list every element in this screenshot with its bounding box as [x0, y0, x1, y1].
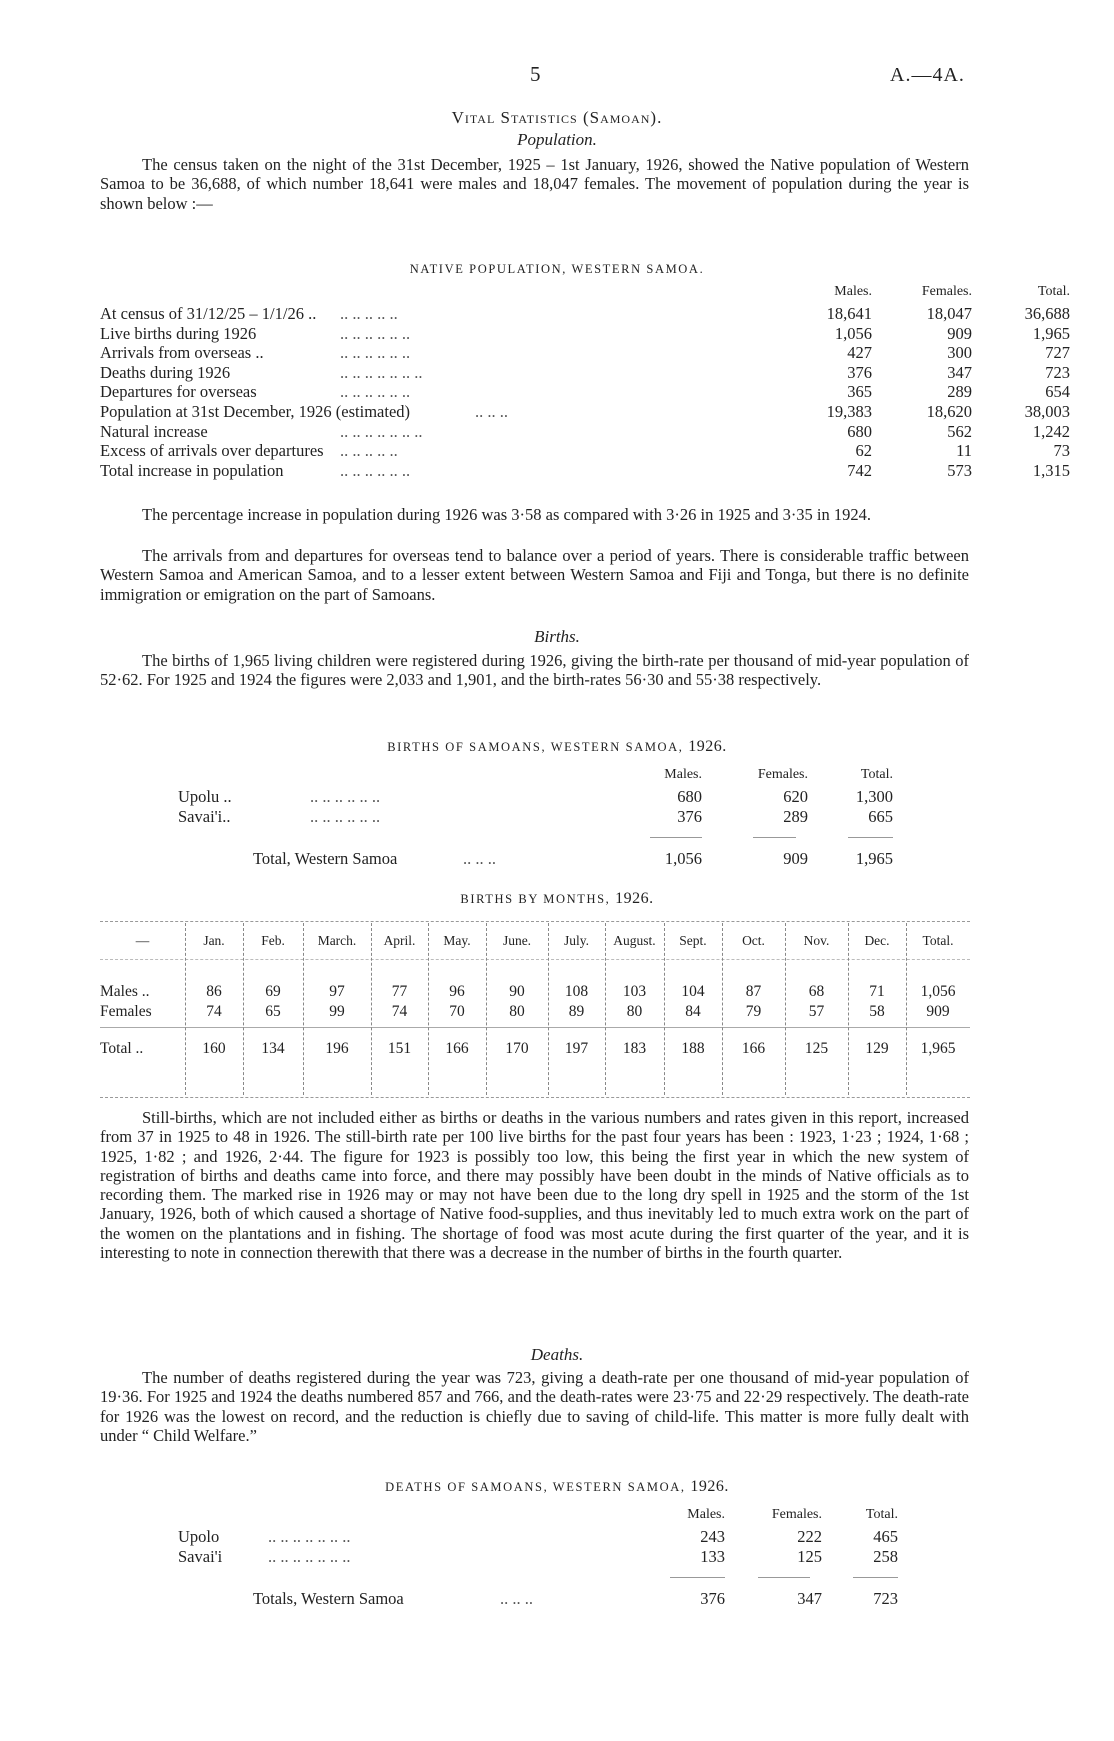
month-cell: 68	[808, 983, 825, 1000]
table-row	[0, 807, 1114, 828]
month-header: April.	[383, 933, 416, 948]
cell-total: 465	[873, 1527, 898, 1546]
cell-females: 125	[797, 1547, 822, 1566]
total-total: 723	[873, 1589, 898, 1608]
native-population-title: NATIVE POPULATION, WESTERN SAMOA.	[409, 262, 705, 276]
row-label: Upolu ..	[178, 787, 232, 806]
births-by-months-title	[0, 890, 1114, 908]
births-table-title	[0, 738, 1114, 756]
row-label: Total increase in population	[100, 460, 284, 480]
total-females: 347	[797, 1589, 822, 1608]
cell-females: 909	[947, 323, 972, 343]
cell-males: 680	[847, 421, 872, 441]
month-cell: 80	[626, 1003, 643, 1020]
total-rule	[100, 1027, 970, 1028]
total-row	[0, 849, 1114, 870]
leader-dots: .. .. .. .. .. .. ..	[340, 421, 423, 441]
cell-males: 1,056	[834, 323, 872, 343]
cell-males: 243	[700, 1527, 725, 1546]
table-row	[100, 323, 1070, 345]
births-table-title-year: 1926.	[688, 738, 727, 755]
cell-females: 300	[947, 343, 972, 363]
leader-dots: .. .. .. .. .. ..	[310, 787, 381, 806]
leader-dots: .. .. .. .. .. .. ..	[340, 362, 423, 382]
month-cell: 69	[265, 983, 281, 1000]
month-cell: 188	[681, 1040, 705, 1057]
month-cell: 57	[808, 1003, 825, 1020]
sum-rule	[670, 1577, 725, 1578]
cell-total: 36,688	[1024, 304, 1070, 323]
cell-females: 11	[956, 441, 972, 461]
cell-females: 18,047	[926, 304, 972, 323]
month-cell: 79	[745, 1003, 762, 1020]
cell-total: 1,315	[1032, 460, 1070, 480]
table-row	[100, 343, 1070, 364]
month-cell: 86	[206, 983, 222, 1000]
row-label: Upolo	[178, 1527, 220, 1546]
leader-dots: .. .. .. .. .. ..	[340, 323, 411, 343]
subhead-deaths: Deaths.	[530, 1345, 584, 1364]
row-label: Females	[100, 1003, 152, 1020]
month-cell: 129	[865, 1040, 889, 1057]
row-label: Live births during 1926	[100, 323, 257, 343]
month-cell: 58	[869, 1003, 885, 1020]
cell-males: 365	[847, 382, 872, 402]
month-cell: 99	[329, 1003, 345, 1020]
cell-total: 727	[1045, 343, 1070, 363]
col-header-total: Total.	[1037, 284, 1070, 299]
leader-dots: .. .. .. .. .. ..	[340, 382, 411, 402]
cell-females: 289	[947, 382, 972, 402]
month-cell: 104	[681, 983, 705, 1000]
leader-dots: .. .. ..	[500, 1589, 533, 1608]
month-header: August.	[613, 933, 656, 948]
month-header: Nov.	[803, 933, 830, 948]
leader-dots: .. .. .. .. .. ..	[340, 460, 411, 480]
month-cell: 196	[325, 1040, 349, 1057]
row-label: Total ..	[100, 1040, 144, 1057]
births-col-header-males: Males.	[664, 767, 702, 782]
cell-males: 680	[677, 787, 702, 806]
total-row	[0, 1589, 1114, 1610]
paragraph-arrivals: The arrivals from and departures for overseas tend to balance over a period of years. There is considerable traffic between Western Samoa and American Samoa, and to a lesser extent between Western Samoa and Fiji and Tonga, but there is no definite immigration or emigration on the part of Samoans.	[100, 546, 969, 604]
cell-males: 376	[677, 807, 702, 826]
month-cell: 170	[505, 1040, 529, 1057]
leader-dots: .. .. ..	[463, 849, 496, 868]
leader-dots: .. .. ..	[475, 402, 508, 421]
month-cell: 197	[564, 1040, 589, 1057]
subhead-births: Births.	[534, 627, 580, 646]
month-cell: 80	[509, 1003, 525, 1020]
cell-total: 665	[868, 807, 893, 826]
paragraph-stillbirths: Still-births, which are not included either as births or deaths in the various numbers and rates given in this report, increased from 37 in 1925 to 48 in 1926. The still-birth rate per 100 live births for the past four years has been : 1923, 1·23 ; 1924, 1·68 ; 1925, 1·82 ; and 1926, 2·44. The figure for 1923 is possibly too low, this being the first year in which the new system of registration of births and deaths came into force, and there may possibly have been doubt in the minds of Native officials as to recording them. The marked rise in 1926 may or may not have been due to the long dry spell in 1925 and the storm of the 1st January, 1926, both of which caused a shortage of Native food-supplies, and thus inevitably led to much extra work on the part of the women on the plantations and in fishing. The shortage of food was most acute during the first quarter of the year, and it is interesting to note in connection therewith that there was a decrease in the number of births in the fourth quarter.	[100, 1108, 969, 1263]
month-cell: 84	[685, 1003, 701, 1020]
month-cell: 89	[568, 1003, 585, 1020]
month-cell: 108	[564, 983, 589, 1000]
deaths-col-header-males: Males.	[687, 1507, 725, 1522]
month-cell: 74	[206, 1003, 222, 1020]
month-cell: 151	[387, 1040, 412, 1057]
table-row	[100, 421, 1070, 443]
table-bottom-rule	[100, 1097, 970, 1098]
births-by-months-title-year: 1926.	[615, 890, 654, 907]
total-males: 376	[700, 1589, 725, 1608]
table-row	[100, 382, 1070, 403]
month-header: Dec.	[864, 933, 890, 948]
sum-rule	[848, 837, 893, 838]
row-label: Savai'i..	[178, 807, 231, 826]
month-header: Total.	[922, 933, 954, 948]
births-col-header-total: Total.	[860, 767, 893, 782]
document-reference: A.—4A.	[890, 64, 965, 86]
paragraph-census: The census taken on the night of the 31st December, 1925 – 1st January, 1926, showed the Native population of Western Samoa to be 36,688, of which number 18,641 were males and 18,047 females. The movement of population during the year is shown below :—	[100, 155, 969, 213]
cell-males: 133	[700, 1547, 725, 1566]
leader-dots: .. .. .. .. ..	[340, 304, 398, 323]
deaths-table-title-year: 1926.	[690, 1478, 729, 1495]
cell-total: 1,242	[1032, 421, 1070, 441]
table-row	[100, 362, 1070, 384]
deaths-table-title	[0, 1478, 1114, 1496]
month-header: Feb.	[261, 933, 285, 948]
month-cell: 90	[509, 983, 525, 1000]
total-males: 1,056	[664, 849, 702, 868]
month-cell: 87	[745, 983, 762, 1000]
sum-rule	[753, 837, 796, 838]
month-header: May.	[443, 933, 471, 948]
table-row	[100, 402, 1070, 423]
sum-rule	[758, 1577, 810, 1578]
col-header-males: Males.	[834, 284, 872, 299]
month-header: March.	[317, 933, 357, 948]
month-cell: 103	[622, 983, 647, 1000]
births-by-months-title-text: BIRTHS BY MONTHS,	[460, 892, 611, 906]
row-label: At census of 31/12/25 – 1/1/26 ..	[100, 304, 317, 323]
cell-females: 222	[797, 1527, 822, 1546]
month-cell: 166	[741, 1040, 766, 1057]
table-row	[100, 441, 1070, 462]
paragraph-births: The births of 1,965 living children were registered during 1926, giving the birth-rate per thousand of mid-year population of 52·62. For 1925 and 1924 the figures were 2,033 and 1,901, and the birth-rates 56·30 and 55·38 respectively.	[100, 651, 969, 690]
table-row	[100, 304, 1070, 325]
cell-females: 562	[947, 421, 972, 441]
month-cell: 1,056	[920, 983, 956, 1000]
table-row	[0, 787, 1114, 808]
cell-total: 654	[1045, 382, 1070, 402]
month-cell: 125	[804, 1040, 829, 1057]
row-label: Deaths during 1926	[100, 362, 231, 382]
month-cell: 74	[391, 1003, 408, 1020]
leader-dots: .. .. .. .. .. ..	[310, 807, 381, 826]
row-label: Departures for overseas	[100, 382, 257, 402]
month-cell: 134	[261, 1040, 285, 1057]
month-cell: 70	[449, 1003, 465, 1020]
births-col-header-females: Females.	[757, 767, 808, 782]
cell-total: 1,300	[855, 787, 893, 806]
cell-total: 73	[1053, 441, 1070, 461]
native-population-table	[100, 282, 1070, 492]
total-label: Totals, Western Samoa	[253, 1589, 404, 1608]
cell-females: 347	[947, 362, 972, 382]
paragraph-percentage: The percentage increase in population during 1926 was 3·58 as compared with 3·26 in 1925 and 3·35 in 1924.	[142, 505, 872, 524]
cell-males: 376	[847, 362, 872, 382]
cell-females: 289	[783, 807, 808, 826]
row-label: Savai'i	[178, 1547, 223, 1566]
total-females: 909	[783, 849, 808, 868]
month-header: Jan.	[203, 933, 225, 948]
total-total: 1,965	[855, 849, 893, 868]
month-cell: 96	[449, 983, 465, 1000]
leader-dots: .. .. .. .. .. ..	[340, 343, 411, 363]
cell-males: 19,383	[826, 402, 872, 421]
table-row	[100, 460, 1070, 482]
subhead-population: Population.	[517, 130, 597, 149]
cell-total: 258	[873, 1547, 898, 1566]
month-cell: 77	[391, 983, 408, 1000]
row-label: Arrivals from overseas ..	[100, 343, 264, 363]
births-table	[0, 765, 1114, 875]
births-by-months-table	[0, 915, 1114, 1110]
table-top-rule	[100, 921, 970, 922]
cell-males: 427	[847, 343, 872, 363]
row-label: Males ..	[100, 983, 150, 1000]
leader-dots: .. .. .. .. .. .. ..	[268, 1527, 351, 1546]
table-row	[0, 1527, 1114, 1548]
cell-total: 723	[1045, 362, 1070, 382]
corner-dash: —	[135, 933, 150, 948]
month-cell: 97	[329, 983, 345, 1000]
month-header: June.	[502, 933, 532, 948]
deaths-table-title-text: DEATHS OF SAMOANS, WESTERN SAMOA,	[385, 1480, 686, 1494]
cell-total: 1,965	[1032, 323, 1070, 343]
row-label: Natural increase	[100, 421, 208, 441]
table-row	[0, 1547, 1114, 1568]
births-table-title-text: BIRTHS OF SAMOANS, WESTERN SAMOA,	[387, 740, 684, 754]
month-cell: 160	[202, 1040, 226, 1057]
row-label: Population at 31st December, 1926 (estimated)	[100, 402, 411, 421]
cell-total: 38,003	[1024, 402, 1070, 421]
cell-males: 18,641	[826, 304, 872, 323]
col-header-females: Females.	[921, 284, 972, 299]
total-label: Total, Western Samoa	[253, 849, 398, 868]
sum-rule	[853, 1577, 898, 1578]
leader-dots: .. .. .. .. .. .. ..	[268, 1547, 351, 1566]
month-cell: 909	[926, 1003, 950, 1020]
section-title: Vital Statistics (Samoan).	[451, 108, 663, 127]
month-cell: 1,965	[920, 1040, 956, 1057]
deaths-table	[0, 1505, 1114, 1625]
cell-females: 18,620	[926, 402, 972, 421]
month-header: Oct.	[742, 933, 765, 948]
month-cell: 183	[622, 1040, 647, 1057]
cell-females: 620	[783, 787, 808, 806]
month-header: July.	[563, 933, 589, 948]
deaths-col-header-total: Total.	[865, 1507, 898, 1522]
paragraph-deaths: The number of deaths registered during the year was 723, giving a death-rate per one thousand of mid-year population of 19·36. For 1925 and 1924 the deaths numbered 857 and 766, and the death-rates were 23·75 and 22·29 respectively. The death-rate for 1926 was the lowest on record, and the reduction is chiefly due to saving of child-life. This matter is more fully dealt with under “ Child Welfare.”	[100, 1368, 969, 1445]
cell-males: 62	[855, 441, 872, 461]
sum-rule	[650, 837, 702, 838]
row-label: Excess of arrivals over departures	[100, 441, 324, 461]
month-cell: 65	[265, 1003, 281, 1020]
page-number: 5	[530, 62, 541, 86]
deaths-col-header-females: Females.	[771, 1507, 822, 1522]
cell-females: 573	[947, 460, 972, 480]
month-cell: 166	[445, 1040, 469, 1057]
header-rule	[100, 959, 970, 960]
month-header: Sept.	[679, 933, 707, 948]
cell-males: 742	[847, 460, 872, 480]
leader-dots: .. .. .. .. ..	[340, 441, 398, 461]
month-cell: 71	[869, 983, 885, 1000]
